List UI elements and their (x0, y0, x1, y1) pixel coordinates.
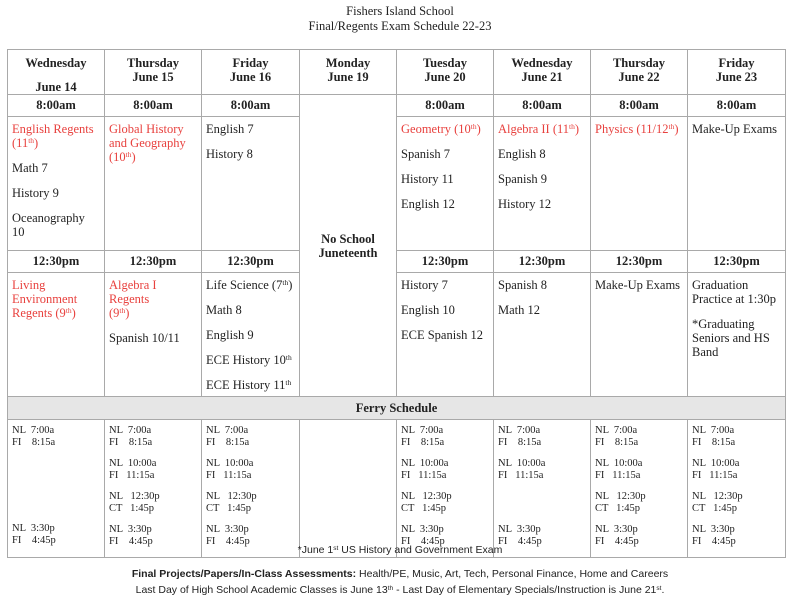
exam-item: ECE History 11th (206, 378, 292, 392)
ferry-cell (8, 420, 105, 558)
ferry-run: NL 3:30p FI 4:45p (12, 523, 56, 546)
morning-exams-row (8, 117, 786, 251)
time-label: 8:00am (397, 95, 494, 117)
school-name: Fishers Island School (346, 4, 454, 18)
day-header (105, 50, 202, 95)
weekday: Wednesday (25, 56, 87, 70)
time-label: 12:30pm (105, 251, 202, 273)
time-label: 12:30pm (591, 251, 688, 273)
regents-exam: Global History and Geography (10th) (109, 122, 186, 164)
ferry-run: NL 10:00a FI 11:15a (692, 458, 740, 481)
no-school-cell (300, 95, 397, 397)
exam-cell (202, 117, 300, 251)
exam-item: History 7 (401, 278, 448, 292)
ferry-run: NL 12:30p CT 1:45p (109, 491, 160, 514)
exam-item: English 8 (498, 147, 546, 161)
exam-cell (105, 273, 202, 397)
ferry-cell (397, 420, 494, 558)
ferry-cell (688, 420, 786, 558)
ferry-run: NL 7:00a FI 8:15a (692, 425, 736, 448)
exam-cell (397, 117, 494, 251)
ferry-header-row (8, 397, 786, 420)
ferry-run: NL 3:30p FI 4:45p (109, 524, 153, 547)
weekday: Thursday (612, 56, 666, 70)
date: June 23 (715, 70, 758, 84)
day-header (202, 50, 300, 95)
exam-item: Math 7 (12, 161, 48, 175)
day-header (494, 50, 591, 95)
exam-item: ECE History 10th (206, 353, 292, 367)
day-header (688, 50, 786, 95)
date: June 15 (132, 70, 174, 84)
exam-item: ECE Spanish 12 (401, 328, 483, 342)
weekday: Wednesday (511, 56, 573, 70)
exam-cell (494, 273, 591, 397)
last-day-note: Last Day of High School Academic Classes is June 13th - Last Day of Elementary Specials/Instruction is June 21st. (135, 584, 665, 596)
graduation-note: *Graduating Seniors and HS Band (692, 317, 770, 359)
date: June 14 (35, 80, 77, 94)
afternoon-time-row (8, 251, 786, 273)
date: June 16 (229, 70, 272, 84)
time-label: 12:30pm (494, 251, 591, 273)
ferry-run: NL 10:00a FI 11:15a (498, 458, 546, 481)
exam-item: Math 12 (498, 303, 541, 317)
ferry-run: NL 7:00a FI 8:15a (12, 425, 56, 448)
ferry-run: NL 3:30p FI 4:45p (206, 524, 250, 547)
ferry-cell-empty (300, 420, 397, 558)
document-title (0, 4, 800, 34)
exam-item: Life Science (7th) (206, 278, 293, 292)
exam-schedule-table (7, 49, 786, 558)
ferry-run: NL 7:00a FI 8:15a (401, 425, 445, 448)
date: June 20 (424, 70, 466, 84)
date: June 21 (521, 70, 563, 84)
ferry-run: NL 12:30p CT 1:45p (401, 491, 452, 514)
exam-item: English 9 (206, 328, 254, 342)
ferry-cell (591, 420, 688, 558)
final-projects-label: Final Projects/Papers/In-Class Assessments: (131, 568, 357, 580)
weekday: Monday (325, 56, 371, 70)
ferry-cell (202, 420, 300, 558)
time-label: 8:00am (202, 95, 300, 117)
weekday: Friday (232, 56, 269, 70)
time-label: 12:30pm (8, 251, 105, 273)
exam-item: Spanish 8 (498, 278, 547, 292)
regents-exam: Geometry (10th) (401, 122, 481, 136)
day-header (8, 50, 105, 95)
ferry-run: NL 12:30p CT 1:45p (595, 491, 646, 514)
day-header (397, 50, 494, 95)
exam-item: Make-Up Exams (595, 278, 681, 292)
time-label: 8:00am (688, 95, 786, 117)
exam-item: Oceanography 10 (12, 211, 85, 239)
regents-exam: Algebra II (11th) (498, 122, 580, 136)
exam-item: Spanish 10/11 (109, 331, 180, 345)
regents-exam: English Regents (11th) (12, 122, 94, 150)
date: June 22 (618, 70, 660, 84)
regents-exam: Algebra I Regents (9th) (109, 278, 157, 320)
exam-item: History 8 (206, 147, 253, 161)
exam-cell (591, 273, 688, 397)
graduation-practice: Graduation Practice at 1:30p (692, 278, 776, 306)
ferry-run: NL 10:00a FI 11:15a (109, 458, 157, 481)
juneteenth-label: Juneteenth (318, 245, 378, 260)
time-label: 12:30pm (202, 251, 300, 273)
time-label: 8:00am (494, 95, 591, 117)
ferry-run: NL 7:00a FI 8:15a (498, 425, 542, 448)
ferry-schedule-heading: Ferry Schedule (8, 397, 786, 420)
date: June 19 (327, 70, 369, 84)
exam-item: English 12 (401, 197, 455, 211)
exam-item: History 12 (498, 197, 552, 211)
afternoon-exams-row (8, 273, 786, 397)
ferry-run: NL 3:30p FI 4:45p (595, 524, 639, 547)
exam-item: English 10 (401, 303, 455, 317)
exam-item: History 11 (401, 172, 454, 186)
ferry-cell (105, 420, 202, 558)
exam-cell (688, 117, 786, 251)
weekday: Thursday (126, 56, 180, 70)
exam-cell (202, 273, 300, 397)
weekday: Tuesday (422, 56, 467, 70)
time-label: 12:30pm (688, 251, 786, 273)
day-header (300, 50, 397, 95)
day-header (591, 50, 688, 95)
exam-cell (8, 273, 105, 397)
ferry-run: NL 12:30p CT 1:45p (206, 491, 257, 514)
ferry-run: NL 3:30p FI 4:45p (498, 524, 542, 547)
exam-cell (105, 117, 202, 251)
no-school-label: No School (321, 231, 375, 246)
ferry-run: NL 10:00a FI 11:15a (595, 458, 643, 481)
ferry-run: NL 3:30p FI 4:45p (692, 524, 736, 547)
exam-cell (591, 117, 688, 251)
exam-cell (688, 273, 786, 397)
ferry-run: NL 3:30p FI 4:45p (401, 524, 445, 547)
ferry-run: NL 10:00a FI 11:15a (206, 458, 254, 481)
time-label: 8:00am (8, 95, 105, 117)
ferry-times-row (8, 420, 786, 558)
ferry-run: NL 10:00a FI 11:15a (401, 458, 449, 481)
exam-item: Make-Up Exams (692, 122, 778, 136)
us-history-note: *June 1st US History and Government Exam (297, 544, 503, 556)
time-label: 12:30pm (397, 251, 494, 273)
time-label: 8:00am (105, 95, 202, 117)
exam-item: Spanish 7 (401, 147, 450, 161)
exam-item: Spanish 9 (498, 172, 547, 186)
weekday: Friday (718, 56, 755, 70)
day-header-row (8, 50, 786, 95)
exam-item: Math 8 (206, 303, 242, 317)
schedule-title: Final/Regents Exam Schedule 22-23 (308, 19, 492, 33)
regents-exam: Living Environment Regents (9th) (12, 278, 78, 320)
ferry-cell (494, 420, 591, 558)
ferry-run: NL 7:00a FI 8:15a (595, 425, 639, 448)
exam-item: English 7 (206, 122, 254, 136)
exam-cell (494, 117, 591, 251)
ferry-run: NL 7:00a FI 8:15a (109, 425, 153, 448)
ferry-run: NL 7:00a FI 8:15a (206, 425, 250, 448)
exam-item: History 9 (12, 186, 59, 200)
ferry-run: NL 12:30p CT 1:45p (692, 491, 743, 514)
exam-cell (8, 117, 105, 251)
exam-cell (397, 273, 494, 397)
morning-time-row (8, 95, 786, 117)
regents-exam: Physics (11/12th) (595, 122, 679, 136)
final-projects-note: Final Projects/Papers/In-Class Assessments: Health/PE, Music, Art, Tech, Personal Finance, Home and Careers (131, 568, 669, 580)
time-label: 8:00am (591, 95, 688, 117)
